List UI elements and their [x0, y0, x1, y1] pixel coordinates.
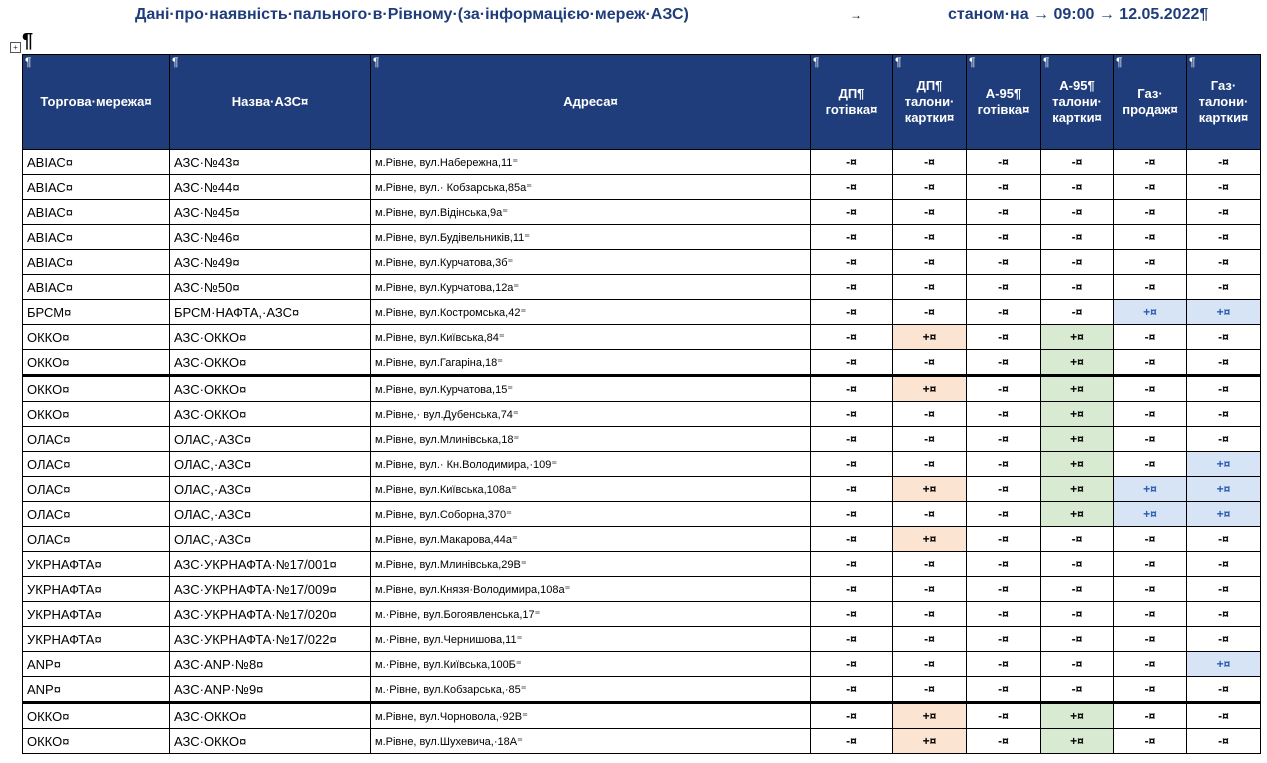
- cell-fuel-status[interactable]: +¤: [1041, 729, 1114, 754]
- cell-fuel-status[interactable]: -¤: [811, 300, 893, 325]
- cell-chain[interactable]: ANP¤: [23, 652, 170, 677]
- cell-fuel-status[interactable]: -¤: [893, 427, 967, 452]
- cell-address[interactable]: м.·Рівне, вул.Чернишова,11⁼: [371, 627, 811, 652]
- table-row: [23, 300, 1261, 325]
- cell-chain[interactable]: АВІАС¤: [23, 250, 170, 275]
- cell-fuel-status[interactable]: +¤: [1041, 402, 1114, 427]
- cell-station-name[interactable]: АЗС·№46¤: [170, 225, 371, 250]
- cell-fuel-status[interactable]: -¤: [893, 452, 967, 477]
- cell-fuel-status[interactable]: -¤: [893, 225, 967, 250]
- cell-fuel-status[interactable]: -¤: [1041, 175, 1114, 200]
- cell-address[interactable]: м.Рівне, вул.Костромська,42⁼: [371, 300, 811, 325]
- cell-fuel-status[interactable]: +¤: [893, 729, 967, 754]
- cell-fuel-status[interactable]: -¤: [811, 376, 893, 402]
- cell-fuel-status[interactable]: -¤: [811, 225, 893, 250]
- cell-station-name[interactable]: ОЛАС,·АЗС¤: [170, 427, 371, 452]
- table-row: [23, 677, 1261, 703]
- cell-chain[interactable]: АВІАС¤: [23, 150, 170, 175]
- cell-fuel-status[interactable]: -¤: [1114, 729, 1187, 754]
- cell-fuel-status[interactable]: -¤: [1114, 527, 1187, 552]
- table-move-handle-icon[interactable]: +: [10, 42, 21, 53]
- column-header-6: [1041, 55, 1114, 150]
- cell-fuel-status[interactable]: -¤: [1187, 275, 1261, 300]
- cell-chain[interactable]: УКРНАФТА¤: [23, 602, 170, 627]
- cell-address[interactable]: м.Рівне, вул.Соборна,370⁼: [371, 502, 811, 527]
- cell-fuel-status[interactable]: +¤: [1041, 350, 1114, 376]
- cell-fuel-status[interactable]: -¤: [811, 703, 893, 729]
- cell-fuel-status[interactable]: -¤: [1041, 225, 1114, 250]
- table-row: [23, 452, 1261, 477]
- document-title: Дані·про·наявність·пального·в·Рівному·(за·інформацією·мереж·АЗС): [135, 6, 689, 23]
- tab-arrow: →: [850, 8, 862, 22]
- cell-station-name[interactable]: АЗС·№49¤: [170, 250, 371, 275]
- cell-fuel-status[interactable]: -¤: [811, 325, 893, 350]
- cell-fuel-status[interactable]: -¤: [1114, 677, 1187, 703]
- table-row: [23, 602, 1261, 627]
- cell-fuel-status[interactable]: +¤: [1187, 652, 1261, 677]
- cell-fuel-status[interactable]: -¤: [967, 652, 1041, 677]
- cell-fuel-status[interactable]: -¤: [1041, 200, 1114, 225]
- paragraph-mark: ¶: [1116, 55, 1123, 69]
- cell-station-name[interactable]: АЗС·ANP·№8¤: [170, 652, 371, 677]
- cell-station-name[interactable]: АЗС·ОККО¤: [170, 703, 371, 729]
- cell-fuel-status[interactable]: -¤: [1041, 602, 1114, 627]
- cell-fuel-status[interactable]: -¤: [811, 350, 893, 376]
- table-row: [23, 175, 1261, 200]
- cell-fuel-status[interactable]: -¤: [1187, 677, 1261, 703]
- cell-address[interactable]: м.Рівне, вул.Курчатова,12а⁼: [371, 275, 811, 300]
- cell-fuel-status[interactable]: -¤: [1041, 150, 1114, 175]
- column-header-label: А-95¶ готівка¤: [977, 86, 1030, 117]
- table-row: [23, 652, 1261, 677]
- paragraph-mark: ¶: [172, 55, 179, 69]
- cell-station-name[interactable]: АЗС·ОККО¤: [170, 402, 371, 427]
- cell-fuel-status[interactable]: -¤: [1041, 275, 1114, 300]
- cell-fuel-status[interactable]: -¤: [967, 527, 1041, 552]
- table-row: [23, 250, 1261, 275]
- cell-fuel-status[interactable]: -¤: [1041, 677, 1114, 703]
- cell-fuel-status[interactable]: -¤: [967, 502, 1041, 527]
- cell-fuel-status[interactable]: -¤: [1114, 627, 1187, 652]
- cell-fuel-status[interactable]: -¤: [893, 577, 967, 602]
- cell-fuel-status[interactable]: +¤: [893, 325, 967, 350]
- cell-station-name[interactable]: АЗС·№43¤: [170, 150, 371, 175]
- cell-fuel-status[interactable]: -¤: [1041, 552, 1114, 577]
- cell-fuel-status[interactable]: +¤: [1041, 703, 1114, 729]
- cell-fuel-status[interactable]: -¤: [1187, 602, 1261, 627]
- cell-fuel-status[interactable]: -¤: [967, 275, 1041, 300]
- cell-fuel-status[interactable]: -¤: [893, 402, 967, 427]
- cell-chain[interactable]: ОЛАС¤: [23, 452, 170, 477]
- cell-fuel-status[interactable]: -¤: [893, 350, 967, 376]
- paragraph-mark: ¶: [22, 30, 34, 52]
- cell-address[interactable]: м.Рівне, вул.Гагаріна,18⁼: [371, 350, 811, 376]
- cell-fuel-status[interactable]: -¤: [1187, 527, 1261, 552]
- cell-fuel-status[interactable]: -¤: [893, 175, 967, 200]
- cell-fuel-status[interactable]: +¤: [1041, 427, 1114, 452]
- cell-fuel-status[interactable]: -¤: [1187, 376, 1261, 402]
- cell-fuel-status[interactable]: -¤: [1114, 275, 1187, 300]
- cell-fuel-status[interactable]: -¤: [1187, 150, 1261, 175]
- cell-fuel-status[interactable]: +¤: [1041, 502, 1114, 527]
- cell-fuel-status[interactable]: -¤: [1114, 427, 1187, 452]
- cell-chain[interactable]: ОЛАС¤: [23, 502, 170, 527]
- cell-chain[interactable]: ОККО¤: [23, 350, 170, 376]
- column-header-3: [811, 55, 893, 150]
- cell-fuel-status[interactable]: -¤: [967, 677, 1041, 703]
- cell-station-name[interactable]: ОЛАС,·АЗС¤: [170, 452, 371, 477]
- cell-fuel-status[interactable]: +¤: [1114, 502, 1187, 527]
- cell-address[interactable]: м.Рівне, вул.Шухевича,·18А⁼: [371, 729, 811, 754]
- cell-fuel-status[interactable]: -¤: [1114, 200, 1187, 225]
- fuel-table: [22, 54, 1261, 754]
- cell-fuel-status[interactable]: +¤: [1041, 376, 1114, 402]
- cell-fuel-status[interactable]: +¤: [893, 527, 967, 552]
- cell-fuel-status[interactable]: -¤: [1187, 402, 1261, 427]
- cell-address[interactable]: м.Рівне, вул.Чорновола,·92В⁼: [371, 703, 811, 729]
- cell-fuel-status[interactable]: -¤: [1187, 325, 1261, 350]
- cell-station-name[interactable]: АЗС·№50¤: [170, 275, 371, 300]
- cell-fuel-status[interactable]: -¤: [1114, 652, 1187, 677]
- cell-fuel-status[interactable]: -¤: [1114, 376, 1187, 402]
- cell-fuel-status[interactable]: -¤: [811, 527, 893, 552]
- cell-station-name[interactable]: ОЛАС,·АЗС¤: [170, 502, 371, 527]
- cell-fuel-status[interactable]: +¤: [1187, 477, 1261, 502]
- cell-fuel-status[interactable]: -¤: [811, 652, 893, 677]
- cell-fuel-status[interactable]: -¤: [893, 652, 967, 677]
- cell-fuel-status[interactable]: -¤: [811, 175, 893, 200]
- cell-station-name[interactable]: АЗС·УКРНАФТА·№17/022¤: [170, 627, 371, 652]
- cell-address[interactable]: м.Рівне, вул.· Кн.Володимира,·109⁼: [371, 452, 811, 477]
- cell-address[interactable]: м.Рівне, вул.Князя·Володимира,108а⁼: [371, 577, 811, 602]
- cell-fuel-status[interactable]: -¤: [1187, 250, 1261, 275]
- column-header-0: [23, 55, 170, 150]
- cell-address[interactable]: м.Рівне, вул.Курчатова,3б⁼: [371, 250, 811, 275]
- cell-fuel-status[interactable]: -¤: [1114, 402, 1187, 427]
- paragraph-mark: ¶: [1043, 55, 1050, 69]
- cell-station-name[interactable]: АЗС·ОККО¤: [170, 350, 371, 376]
- cell-station-name[interactable]: АЗС·УКРНАФТА·№17/009¤: [170, 577, 371, 602]
- cell-chain[interactable]: ОККО¤: [23, 325, 170, 350]
- cell-station-name[interactable]: БРСМ·НАФТА,·АЗС¤: [170, 300, 371, 325]
- paragraph-mark: ¶: [813, 55, 820, 69]
- cell-fuel-status[interactable]: -¤: [967, 175, 1041, 200]
- cell-fuel-status[interactable]: -¤: [967, 452, 1041, 477]
- cell-address[interactable]: м.Рівне,· вул.Дубенська,74⁼: [371, 402, 811, 427]
- cell-fuel-status[interactable]: -¤: [967, 703, 1041, 729]
- table-row: [23, 350, 1261, 376]
- cell-station-name[interactable]: ОЛАС,·АЗС¤: [170, 477, 371, 502]
- column-header-8: [1187, 55, 1261, 150]
- cell-address[interactable]: м.·Рівне, вул.Київська,100Б⁼: [371, 652, 811, 677]
- cell-chain[interactable]: ОЛАС¤: [23, 477, 170, 502]
- table-row: [23, 627, 1261, 652]
- cell-fuel-status[interactable]: -¤: [811, 729, 893, 754]
- cell-fuel-status[interactable]: -¤: [811, 250, 893, 275]
- table-row: [23, 527, 1261, 552]
- cell-fuel-status[interactable]: -¤: [967, 602, 1041, 627]
- cell-fuel-status[interactable]: -¤: [811, 427, 893, 452]
- cell-fuel-status[interactable]: -¤: [893, 275, 967, 300]
- paragraph-mark: ¶: [969, 55, 976, 69]
- cell-fuel-status[interactable]: +¤: [1187, 452, 1261, 477]
- cell-station-name[interactable]: ОЛАС,·АЗС¤: [170, 527, 371, 552]
- cell-fuel-status[interactable]: -¤: [811, 150, 893, 175]
- cell-fuel-status[interactable]: -¤: [967, 200, 1041, 225]
- cell-fuel-status[interactable]: -¤: [811, 677, 893, 703]
- cell-fuel-status[interactable]: -¤: [1187, 577, 1261, 602]
- column-header-1: [170, 55, 371, 150]
- cell-fuel-status[interactable]: -¤: [1187, 703, 1261, 729]
- cell-station-name[interactable]: АЗС·ANP·№9¤: [170, 677, 371, 703]
- cell-fuel-status[interactable]: -¤: [1187, 350, 1261, 376]
- cell-fuel-status[interactable]: -¤: [811, 502, 893, 527]
- cell-fuel-status[interactable]: -¤: [967, 376, 1041, 402]
- cell-chain[interactable]: ОККО¤: [23, 376, 170, 402]
- cell-fuel-status[interactable]: -¤: [893, 502, 967, 527]
- cell-fuel-status[interactable]: +¤: [1114, 300, 1187, 325]
- cell-fuel-status[interactable]: -¤: [1187, 729, 1261, 754]
- cell-fuel-status[interactable]: -¤: [893, 250, 967, 275]
- column-header-label: А-95¶ талони· картки¤: [1052, 78, 1102, 125]
- cell-fuel-status[interactable]: -¤: [1114, 452, 1187, 477]
- cell-fuel-status[interactable]: -¤: [1041, 300, 1114, 325]
- table-row: [23, 325, 1261, 350]
- cell-address[interactable]: м.Рівне, вул.Відінська,9а⁼: [371, 200, 811, 225]
- cell-address[interactable]: м.·Рівне, вул.Богоявленська,17⁼: [371, 602, 811, 627]
- column-header-label: ДП¶ талони· картки¤: [904, 78, 955, 125]
- cell-chain[interactable]: ОККО¤: [23, 703, 170, 729]
- table-row: [23, 376, 1261, 402]
- cell-fuel-status[interactable]: -¤: [811, 552, 893, 577]
- cell-fuel-status[interactable]: -¤: [893, 150, 967, 175]
- table-row: [23, 502, 1261, 527]
- cell-chain[interactable]: УКРНАФТА¤: [23, 577, 170, 602]
- paragraph-mark: ¶: [895, 55, 902, 69]
- cell-chain[interactable]: ОККО¤: [23, 402, 170, 427]
- cell-fuel-status[interactable]: -¤: [893, 552, 967, 577]
- column-header-5: [967, 55, 1041, 150]
- cell-chain[interactable]: ОЛАС¤: [23, 527, 170, 552]
- cell-chain[interactable]: ОККО¤: [23, 729, 170, 754]
- cell-fuel-status[interactable]: -¤: [967, 477, 1041, 502]
- cell-fuel-status[interactable]: -¤: [1114, 602, 1187, 627]
- cell-fuel-status[interactable]: +¤: [893, 376, 967, 402]
- cell-fuel-status[interactable]: -¤: [1187, 200, 1261, 225]
- cell-chain[interactable]: УКРНАФТА¤: [23, 627, 170, 652]
- cell-station-name[interactable]: АЗС·№45¤: [170, 200, 371, 225]
- cell-fuel-status[interactable]: +¤: [1187, 502, 1261, 527]
- cell-fuel-status[interactable]: -¤: [1187, 627, 1261, 652]
- cell-fuel-status[interactable]: -¤: [1041, 527, 1114, 552]
- cell-fuel-status[interactable]: -¤: [1114, 552, 1187, 577]
- cell-fuel-status[interactable]: -¤: [967, 300, 1041, 325]
- cell-address[interactable]: м.Рівне, вул.Макарова,44а⁼: [371, 527, 811, 552]
- cell-fuel-status[interactable]: -¤: [967, 225, 1041, 250]
- table-row: [23, 275, 1261, 300]
- cell-fuel-status[interactable]: -¤: [811, 627, 893, 652]
- cell-address[interactable]: м.Рівне, вул.Київська,84⁼: [371, 325, 811, 350]
- table-row: [23, 552, 1261, 577]
- column-header-label: Газ· талони· картки¤: [1198, 78, 1249, 125]
- cell-fuel-status[interactable]: -¤: [811, 477, 893, 502]
- cell-fuel-status[interactable]: -¤: [967, 350, 1041, 376]
- table-row: [23, 703, 1261, 729]
- cell-fuel-status[interactable]: -¤: [1041, 627, 1114, 652]
- column-header-7: [1114, 55, 1187, 150]
- cell-address[interactable]: м.Рівне, вул.Курчатова,15⁼: [371, 376, 811, 402]
- cell-fuel-status[interactable]: -¤: [1114, 250, 1187, 275]
- cell-fuel-status[interactable]: +¤: [1041, 452, 1114, 477]
- cell-fuel-status[interactable]: -¤: [893, 200, 967, 225]
- cell-address[interactable]: м.Рівне, вул.Млинівська,18⁼: [371, 427, 811, 452]
- cell-fuel-status[interactable]: -¤: [967, 729, 1041, 754]
- cell-fuel-status[interactable]: -¤: [1041, 652, 1114, 677]
- cell-fuel-status[interactable]: -¤: [811, 452, 893, 477]
- column-header-label: Адреса¤: [563, 94, 618, 109]
- cell-fuel-status[interactable]: -¤: [893, 677, 967, 703]
- cell-chain[interactable]: ОЛАС¤: [23, 427, 170, 452]
- cell-chain[interactable]: ANP¤: [23, 677, 170, 703]
- paragraph-mark: ¶: [1189, 55, 1196, 69]
- table-row: [23, 225, 1261, 250]
- column-header-label: ДП¶ готівка¤: [825, 86, 878, 117]
- cell-station-name[interactable]: АЗС·УКРНАФТА·№17/020¤: [170, 602, 371, 627]
- cell-address[interactable]: м.·Рівне, вул.Кобзарська,·85⁼: [371, 677, 811, 703]
- cell-fuel-status[interactable]: -¤: [1114, 225, 1187, 250]
- cell-fuel-status[interactable]: -¤: [1114, 150, 1187, 175]
- cell-fuel-status[interactable]: -¤: [893, 627, 967, 652]
- column-header-label: Торгова·мережа¤: [40, 94, 152, 109]
- cell-station-name[interactable]: АЗС·№44¤: [170, 175, 371, 200]
- cell-fuel-status[interactable]: -¤: [967, 250, 1041, 275]
- cell-address[interactable]: м.Рівне, вул.· Кобзарська,85а⁼: [371, 175, 811, 200]
- cell-fuel-status[interactable]: -¤: [1114, 350, 1187, 376]
- cell-fuel-status[interactable]: -¤: [967, 150, 1041, 175]
- cell-chain[interactable]: АВІАС¤: [23, 275, 170, 300]
- cell-fuel-status[interactable]: -¤: [811, 200, 893, 225]
- cell-fuel-status[interactable]: -¤: [811, 402, 893, 427]
- cell-address[interactable]: м.Рівне, вул.Млинівська,29В⁼: [371, 552, 811, 577]
- table-row: [23, 729, 1261, 754]
- table-row: [23, 427, 1261, 452]
- cell-fuel-status[interactable]: -¤: [1114, 577, 1187, 602]
- cell-fuel-status[interactable]: -¤: [1114, 325, 1187, 350]
- cell-address[interactable]: м.Рівне, вул.Київська,108а⁼: [371, 477, 811, 502]
- cell-fuel-status[interactable]: -¤: [1114, 175, 1187, 200]
- cell-station-name[interactable]: АЗС·УКРНАФТА·№17/001¤: [170, 552, 371, 577]
- column-header-label: Назва·АЗС¤: [231, 94, 309, 109]
- table-row: [23, 150, 1261, 175]
- column-header-label: Газ· продаж¤: [1122, 86, 1178, 117]
- cell-chain[interactable]: АВІАС¤: [23, 225, 170, 250]
- cell-station-name[interactable]: АЗС·ОККО¤: [170, 729, 371, 754]
- cell-fuel-status[interactable]: +¤: [1041, 325, 1114, 350]
- as-of-date: станом·на → 09:00 → 12.05.2022¶: [948, 6, 1209, 23]
- cell-fuel-status[interactable]: -¤: [1187, 427, 1261, 452]
- cell-chain[interactable]: УКРНАФТА¤: [23, 552, 170, 577]
- cell-fuel-status[interactable]: -¤: [1114, 703, 1187, 729]
- cell-fuel-status[interactable]: +¤: [893, 703, 967, 729]
- table-row: [23, 200, 1261, 225]
- cell-fuel-status[interactable]: -¤: [811, 577, 893, 602]
- column-header-2: [371, 55, 811, 150]
- cell-fuel-status[interactable]: -¤: [967, 427, 1041, 452]
- cell-station-name[interactable]: АЗС·ОККО¤: [170, 376, 371, 402]
- table-row: [23, 577, 1261, 602]
- cell-fuel-status[interactable]: -¤: [967, 577, 1041, 602]
- cell-chain[interactable]: БРСМ¤: [23, 300, 170, 325]
- paragraph-mark: ¶: [25, 55, 32, 69]
- paragraph-mark: ¶: [373, 55, 380, 69]
- table-row: [23, 477, 1261, 502]
- cell-fuel-status[interactable]: -¤: [1187, 175, 1261, 200]
- cell-fuel-status[interactable]: +¤: [1114, 477, 1187, 502]
- cell-fuel-status[interactable]: -¤: [893, 602, 967, 627]
- cell-fuel-status[interactable]: -¤: [967, 325, 1041, 350]
- cell-fuel-status[interactable]: -¤: [967, 552, 1041, 577]
- column-header-4: [893, 55, 967, 150]
- cell-address[interactable]: м.Рівне, вул.Набережна,11⁼: [371, 150, 811, 175]
- cell-fuel-status[interactable]: -¤: [893, 300, 967, 325]
- table-header-row: [23, 55, 1261, 150]
- cell-fuel-status[interactable]: +¤: [1187, 300, 1261, 325]
- cell-fuel-status[interactable]: -¤: [967, 402, 1041, 427]
- table-row: [23, 402, 1261, 427]
- cell-fuel-status[interactable]: -¤: [1187, 225, 1261, 250]
- cell-fuel-status[interactable]: -¤: [1187, 552, 1261, 577]
- cell-fuel-status[interactable]: -¤: [1041, 250, 1114, 275]
- cell-fuel-status[interactable]: +¤: [893, 477, 967, 502]
- cell-fuel-status[interactable]: -¤: [967, 627, 1041, 652]
- cell-station-name[interactable]: АЗС·ОККО¤: [170, 325, 371, 350]
- cell-fuel-status[interactable]: +¤: [1041, 477, 1114, 502]
- cell-address[interactable]: м.Рівне, вул.Будівельників,11⁼: [371, 225, 811, 250]
- cell-chain[interactable]: АВІАС¤: [23, 175, 170, 200]
- cell-fuel-status[interactable]: -¤: [1041, 577, 1114, 602]
- cell-fuel-status[interactable]: -¤: [811, 275, 893, 300]
- cell-chain[interactable]: АВІАС¤: [23, 200, 170, 225]
- cell-fuel-status[interactable]: -¤: [811, 602, 893, 627]
